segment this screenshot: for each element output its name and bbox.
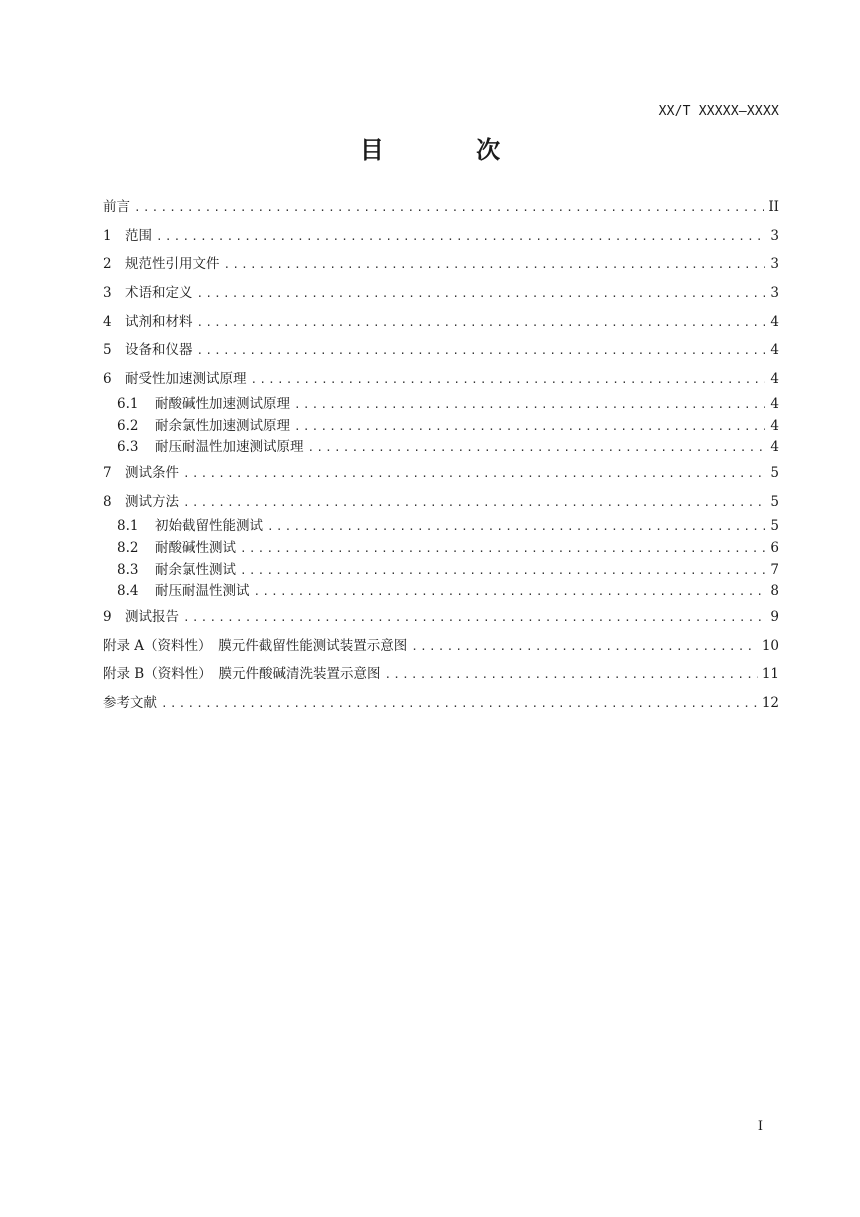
toc-entry-label: 耐余氯性测试: [155, 561, 236, 578]
toc-entry-label: 附录 A（资料性） 膜元件截留性能测试装置示意图: [103, 637, 408, 654]
toc-entry-label: 规范性引用文件: [125, 256, 220, 273]
toc-title: 目 次: [359, 136, 543, 164]
dot-leader: [267, 516, 765, 538]
toc-entry[interactable]: [103, 365, 779, 394]
toc-entry[interactable]: [103, 516, 779, 538]
dot-leader: [134, 194, 764, 222]
toc-entry-label: 初始截留性能测试: [155, 518, 263, 535]
toc-entry-label: 前言: [103, 199, 130, 215]
dot-leader: [384, 661, 757, 689]
toc-entry[interactable]: [103, 250, 779, 279]
toc-entry-label: 试剂和材料: [125, 313, 193, 330]
toc-entry-label: 耐酸碱性测试: [155, 539, 236, 556]
toc-entry-page: 5: [770, 493, 779, 510]
toc-entry[interactable]: [103, 581, 779, 603]
toc-entry-page: 4: [770, 371, 779, 388]
toc-entry[interactable]: [103, 632, 779, 661]
toc-entry-page: 9: [770, 609, 779, 625]
toc-entry-page: 4: [770, 417, 779, 434]
toc-entry-label: 耐酸碱性加速测试原理: [155, 395, 290, 412]
dot-leader: [254, 581, 766, 603]
toc-entry-label: 附录 B（资料性） 膜元件酸碱清洗装置示意图: [103, 666, 381, 683]
dot-leader: [183, 489, 765, 517]
toc-entry[interactable]: [103, 394, 779, 416]
toc-entry-page: 6: [770, 539, 779, 556]
toc-entry-number: 8.3: [117, 561, 139, 578]
dot-leader: [224, 251, 766, 279]
dot-leader: [183, 604, 765, 632]
toc-entry[interactable]: [103, 560, 779, 582]
toc-entry[interactable]: [103, 459, 779, 488]
toc-entry[interactable]: [103, 603, 779, 632]
toc-entry-label: 设备和仪器: [125, 342, 193, 359]
toc-entry-page: 3: [770, 285, 779, 302]
toc-entry-number: 6.1: [117, 395, 139, 412]
dot-leader: [251, 366, 766, 394]
toc-entry-number: 2: [103, 256, 112, 273]
toc-entry[interactable]: [103, 437, 779, 459]
dot-leader: [294, 416, 765, 438]
toc-entry-number: 6.2: [117, 417, 139, 434]
dot-leader: [197, 309, 766, 337]
toc-entry-label: 耐压耐温性测试: [155, 583, 250, 600]
dot-leader: [240, 538, 765, 560]
toc-entry-page: 3: [770, 256, 779, 273]
toc-entry-page: 4: [770, 313, 779, 330]
toc-entry-page: 12: [761, 695, 779, 712]
toc-entry-number: 8: [103, 493, 112, 510]
dot-leader: [156, 223, 765, 251]
toc-entry[interactable]: [103, 689, 779, 718]
toc-entry-number: 5: [103, 342, 112, 359]
toc-entry-label: 参考文献: [103, 695, 157, 712]
toc-entry-label: 耐受性加速测试原理: [125, 371, 247, 388]
toc-entry[interactable]: [103, 488, 779, 517]
page-number: I: [757, 1119, 763, 1134]
toc-entry[interactable]: [103, 193, 779, 222]
toc-entry-label: 测试报告: [125, 609, 179, 625]
toc-entry-label: 测试方法: [125, 493, 179, 510]
dot-leader: [197, 280, 766, 308]
toc-entry-label: 范围: [125, 227, 152, 244]
toc-entry-page: 4: [770, 439, 779, 456]
toc-entry-label: 耐压耐温性加速测试原理: [155, 439, 304, 456]
dot-leader: [197, 337, 766, 365]
toc-entry-page: 8: [770, 583, 779, 600]
toc-entry[interactable]: [103, 336, 779, 365]
toc-entry-number: 6.3: [117, 439, 139, 456]
toc-entry-label: 耐余氯性加速测试原理: [155, 417, 290, 434]
dot-leader: [294, 394, 765, 416]
toc-entry-page: 4: [770, 342, 779, 359]
toc-entry-page: II: [768, 199, 779, 215]
dot-leader: [308, 437, 766, 459]
toc-entry-number: 8.4: [117, 583, 139, 600]
dot-leader: [183, 460, 765, 488]
toc-entry[interactable]: [103, 279, 779, 308]
toc-entry-number: 4: [103, 313, 112, 330]
toc-entry-label: 术语和定义: [125, 285, 193, 302]
document-code: XX/T XXXXX—XXXX: [658, 104, 779, 119]
toc-entry-page: 5: [770, 518, 779, 535]
toc-entry[interactable]: [103, 222, 779, 251]
table-of-contents: [103, 193, 779, 718]
toc-entry-page: 7: [770, 561, 779, 578]
toc-entry[interactable]: [103, 538, 779, 560]
toc-entry-number: 8.2: [117, 539, 139, 556]
toc-entry[interactable]: [103, 308, 779, 337]
toc-entry-page: 3: [770, 227, 779, 244]
toc-entry-page: 4: [770, 395, 779, 412]
toc-entry-number: 7: [103, 464, 112, 481]
toc-entry-number: 1: [103, 227, 112, 244]
dot-leader: [240, 560, 765, 582]
toc-entry-page: 11: [761, 666, 779, 683]
dot-leader: [411, 633, 758, 661]
toc-entry-number: 3: [103, 285, 112, 302]
toc-entry-page: 10: [761, 637, 779, 654]
toc-entry[interactable]: [103, 416, 779, 438]
toc-entry-page: 5: [770, 464, 779, 481]
toc-entry-number: 6: [103, 371, 112, 388]
toc-entry[interactable]: [103, 660, 779, 689]
toc-entry-number: 9: [103, 609, 112, 625]
toc-entry-number: 8.1: [117, 518, 139, 535]
toc-entry-label: 测试条件: [125, 464, 179, 481]
dot-leader: [161, 690, 758, 718]
